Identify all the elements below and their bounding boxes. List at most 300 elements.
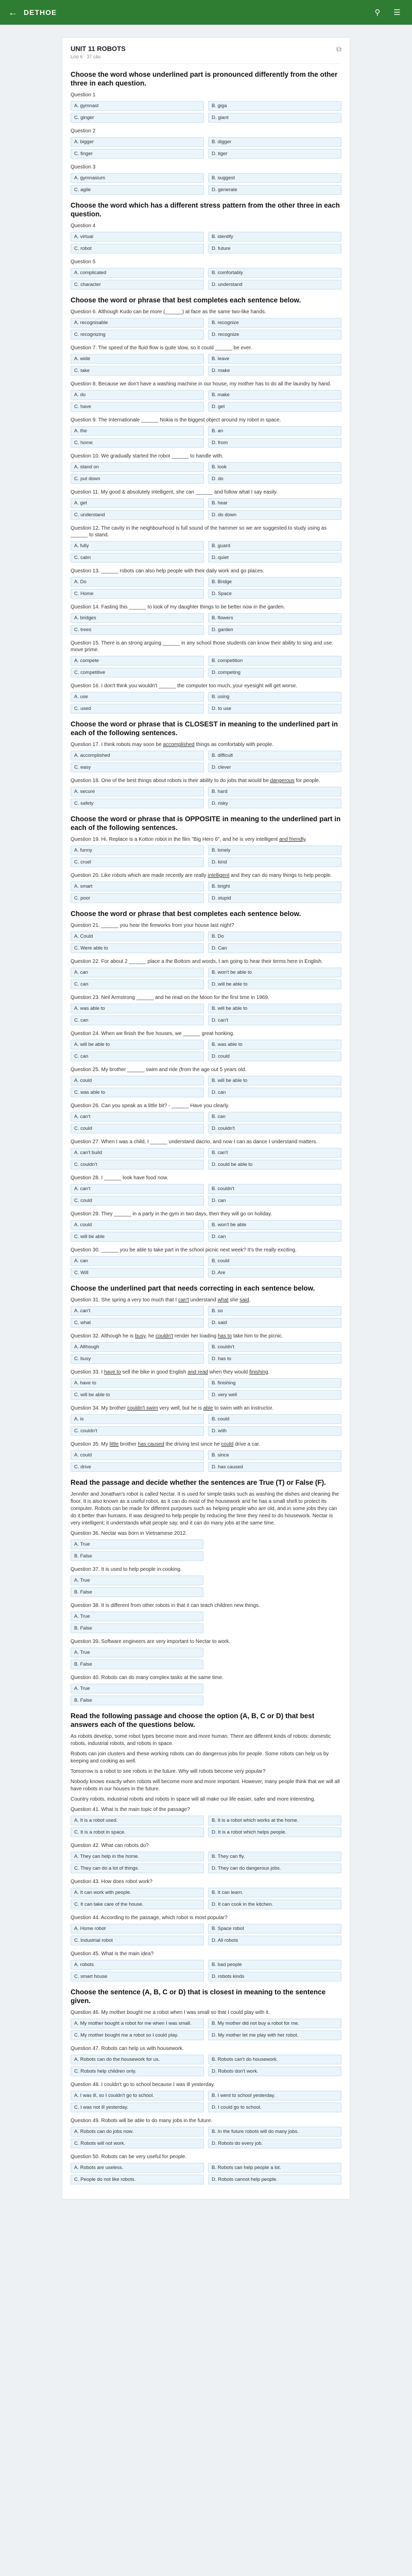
answer-option[interactable]: D. Can	[208, 943, 341, 953]
section-heading: Choose the word which has a different stress pattern from the other three in each question.	[71, 201, 340, 218]
answer-option[interactable]: B. could	[208, 1414, 341, 1424]
answer-option[interactable]: D. has caused	[208, 1462, 341, 1472]
question-label: Question 35. My little brother has caused the driving test since he could drive a car.	[71, 1442, 261, 1447]
question-label: Question 4	[71, 223, 96, 229]
question	[71, 223, 341, 253]
answer-options	[71, 845, 341, 867]
answer-option[interactable]: D. future	[208, 244, 341, 253]
share-icon[interactable]: ⧉	[336, 45, 341, 53]
answer-option[interactable]: A. use	[71, 692, 204, 702]
question	[71, 1405, 341, 1436]
answer-option[interactable]: C. used	[71, 704, 204, 714]
question-label: Question 32. Although he is busy, he couldn't render her loading has to take him to the picnic.	[71, 1333, 283, 1339]
answer-option[interactable]: C. Home	[71, 589, 204, 599]
answer-options	[71, 1184, 341, 1206]
question-label: Question 29. They ______ in a party in the gym in two days, then they will go on holiday.	[71, 1211, 272, 1217]
answer-option[interactable]: A. the	[71, 426, 204, 436]
answer-option[interactable]: C. cruel	[71, 857, 204, 867]
answer-option[interactable]: D. do down	[208, 510, 341, 520]
answer-option[interactable]: D. will be able to	[208, 979, 341, 989]
question-label: Question 5	[71, 259, 96, 265]
answer-option[interactable]: B. look	[208, 462, 341, 472]
answer-option[interactable]: D. robots kinds	[208, 1972, 341, 1981]
answer-option[interactable]: C. agile	[71, 185, 204, 195]
answer-option[interactable]: C. trees	[71, 625, 204, 635]
answer-option[interactable]: B. comfortably	[208, 268, 341, 278]
answer-options	[71, 1575, 203, 1597]
answer-option[interactable]: C. couldn't	[71, 1160, 204, 1170]
answer-option[interactable]: A. can	[71, 1256, 204, 1266]
answer-options	[71, 354, 341, 376]
section-heading: Choose the word whose underlined part is pronounced differently from the other three in each question.	[71, 71, 338, 87]
answer-option[interactable]: D. Space	[208, 589, 341, 599]
question	[71, 1297, 341, 1328]
answer-option[interactable]: D. with	[208, 1426, 341, 1436]
answer-options	[71, 101, 341, 123]
question	[71, 2154, 341, 2184]
answer-options	[71, 1539, 203, 1561]
question	[71, 1066, 341, 1097]
answer-option[interactable]: D. to use	[208, 704, 341, 714]
answer-option[interactable]: A. get	[71, 498, 204, 508]
answer-option[interactable]: A. My mother bought a robot for me when I was small.	[71, 2019, 204, 2028]
question-label: Question 39. Software engineers are very important to Nectar to work.	[71, 1639, 231, 1645]
answer-option[interactable]: C. put down	[71, 474, 204, 484]
answer-option[interactable]: D. generate	[208, 185, 341, 195]
answer-options	[71, 2163, 341, 2184]
answer-option[interactable]: C. understand	[71, 510, 204, 520]
answer-option[interactable]: B. False	[71, 1696, 203, 1705]
answer-option[interactable]: A. stand on	[71, 462, 204, 472]
answer-option[interactable]: B. In the future robots will do many jobs.	[208, 2127, 341, 2137]
answer-option[interactable]: D. can	[208, 1196, 341, 1206]
answer-options	[71, 1852, 341, 1873]
answer-option[interactable]: A. have to	[71, 1378, 204, 1388]
reading-passage: Country robots, industrial robots and robots in space will all make our life easier, safer and more interesting.	[71, 1797, 316, 1802]
answer-options	[71, 426, 341, 448]
answer-option[interactable]: D. can	[208, 1088, 341, 1097]
quiz-title-block	[71, 45, 126, 59]
answer-option[interactable]: C. easy	[71, 762, 204, 772]
answer-option[interactable]: D. couldn't	[208, 1124, 341, 1133]
answer-option[interactable]: A. gymnast	[71, 101, 204, 111]
answer-option[interactable]: D. very well	[208, 1390, 341, 1400]
answer-option[interactable]: B. make	[208, 390, 341, 400]
answer-option[interactable]: B. False	[71, 1659, 203, 1669]
question	[71, 1602, 341, 1633]
answer-option[interactable]: D. competing	[208, 668, 341, 677]
answer-options	[71, 882, 341, 903]
answer-option[interactable]: C. what	[71, 1318, 204, 1328]
answer-options	[71, 2091, 341, 2112]
answer-options	[71, 656, 341, 677]
answer-option[interactable]: A. Robots are useless.	[71, 2163, 204, 2173]
answer-option[interactable]: A. It is a robot used.	[71, 1816, 204, 1825]
answer-option[interactable]: B. difficult	[208, 751, 341, 760]
answer-option[interactable]: C. drive	[71, 1462, 204, 1472]
reading-passage: Jennifer and Jonathan's robot is called Nectar. It is used for simple tasks such as washing the dishes and cleaning the floor. It is also known as a useful robot, as it can do most of the housework and he has a small shell to protect its computer. Robots can be made for different purposes such as helping people who are old, and in some jobs they can do it better than humans. It was designed to help people by reducing the time they need to do housework. Nectar is very intelligent; it understands what people say, and it can do many jobs at the same time.	[71, 1492, 339, 1526]
answer-option[interactable]: C. Robots help children only.	[71, 2066, 204, 2076]
answer-option[interactable]: C. home	[71, 438, 204, 448]
answer-option[interactable]: B. hear	[208, 498, 341, 508]
menu-icon[interactable]: ☰	[393, 8, 401, 17]
answer-option[interactable]: B. lonely	[208, 845, 341, 855]
answer-option[interactable]: D. It can cook in the kitchen.	[208, 1900, 341, 1909]
answer-option[interactable]: D. make	[208, 366, 341, 376]
answer-option[interactable]: B. flowers	[208, 613, 341, 623]
answer-option[interactable]: B. can	[208, 1112, 341, 1122]
answer-options	[71, 931, 341, 953]
answer-option[interactable]: C. Robots will not work.	[71, 2139, 204, 2148]
answer-option[interactable]: D. recognize	[208, 330, 341, 340]
answer-option[interactable]: A. can't build	[71, 1148, 204, 1158]
answer-option[interactable]: B. competition	[208, 656, 341, 666]
answer-option[interactable]: D. My mother let me play with her robot.	[208, 2030, 341, 2040]
back-arrow-icon[interactable]: ←	[8, 7, 18, 18]
answer-option[interactable]: C. Were able to	[71, 943, 204, 953]
answer-option[interactable]: B. giga	[208, 101, 341, 111]
search-icon[interactable]: ⚲	[374, 8, 381, 17]
question	[71, 922, 341, 953]
answer-option[interactable]: B. finishing	[208, 1378, 341, 1388]
answer-option[interactable]: B. Robots can help people a lot.	[208, 2163, 341, 2173]
answer-option[interactable]: C. safety	[71, 799, 204, 808]
question	[71, 1914, 341, 1945]
section-heading: Choose the word or phrase that best completes each sentence below.	[71, 296, 301, 304]
answer-option[interactable]: A. It can work with people.	[71, 1888, 204, 1897]
answer-option[interactable]: B. won't be able to	[208, 968, 341, 977]
question-label: Question 34. My brother couldn't swim very well, but he is able to swim with an instructor.	[71, 1405, 273, 1411]
answer-option[interactable]: D. It is a robot which helps people.	[208, 1827, 341, 1837]
section-heading: Choose the word or phrase that best completes each sentence below.	[71, 910, 301, 918]
answer-option[interactable]: A. could	[71, 1220, 204, 1230]
answer-option[interactable]: B. couldn't	[208, 1184, 341, 1194]
answer-option[interactable]: B. will be able to	[208, 1004, 341, 1013]
answer-option[interactable]: D. has to	[208, 1354, 341, 1364]
answer-options	[71, 318, 341, 340]
answer-option[interactable]: C. take	[71, 366, 204, 376]
answer-option[interactable]: A. True	[71, 1539, 203, 1549]
answer-option[interactable]: D. quiet	[208, 553, 341, 563]
answer-option[interactable]: B. was able to	[208, 1040, 341, 1049]
answer-option[interactable]: B. bright	[208, 882, 341, 891]
answer-option[interactable]: B. identify	[208, 232, 341, 242]
answer-option[interactable]: C. can	[71, 1015, 204, 1025]
answer-option[interactable]: C. was able to	[71, 1088, 204, 1097]
answer-option[interactable]: A. Robots can do jobs now.	[71, 2127, 204, 2137]
answer-option[interactable]: C. My mother bought me a robot so I could play.	[71, 2030, 204, 2040]
answer-option[interactable]: A. was able to	[71, 1004, 204, 1013]
answer-option[interactable]: A. Could	[71, 931, 204, 941]
question	[71, 1806, 341, 1837]
question	[71, 1842, 341, 1873]
answer-options	[71, 1612, 203, 1633]
question	[71, 128, 341, 159]
answer-option[interactable]: C. poor	[71, 893, 204, 903]
answer-option[interactable]: D. understand	[208, 280, 341, 290]
answer-option[interactable]: A. fully	[71, 541, 204, 551]
question	[71, 525, 341, 563]
answer-option[interactable]: B. can't	[208, 1148, 341, 1158]
question-label: Question 33. I have to sell the bike in good English and read when they would finishing.	[71, 1369, 270, 1375]
answer-option[interactable]: A. accomplished	[71, 751, 204, 760]
answer-options	[71, 968, 341, 989]
answer-options	[71, 1648, 203, 1669]
answer-option[interactable]: B. They can fly.	[208, 1852, 341, 1861]
answer-option[interactable]: A. True	[71, 1648, 203, 1657]
answer-option[interactable]: D. giant	[208, 113, 341, 123]
answer-options	[71, 2127, 341, 2148]
question	[71, 1951, 341, 1981]
answer-option[interactable]: A. could	[71, 1450, 204, 1460]
answer-option[interactable]: D. kind	[208, 857, 341, 867]
answer-options	[71, 2019, 341, 2040]
answer-option[interactable]: B. recognize	[208, 318, 341, 328]
answer-option[interactable]: B. digger	[208, 137, 341, 147]
answer-option[interactable]: C. Will	[71, 1268, 204, 1278]
question-label: Question 16. I don't think you wouldn't ______ the computer too much, your eyesight will get worse.	[71, 683, 298, 689]
answer-options	[71, 462, 341, 484]
question-label: Question 36. Nectar was born in Vietnamese 2012.	[71, 1531, 187, 1536]
brand-logo[interactable]: DETHOE	[24, 8, 57, 16]
answer-options	[71, 751, 341, 772]
answer-option[interactable]: A. can't	[71, 1112, 204, 1122]
answer-option[interactable]: C. can	[71, 1052, 204, 1061]
answer-option[interactable]: C. character	[71, 280, 204, 290]
question-label: Question 28. I ______ look have food now.	[71, 1175, 168, 1181]
answer-option[interactable]: D. could be able to	[208, 1160, 341, 1170]
answer-option[interactable]: B. hard	[208, 787, 341, 796]
answer-options	[71, 1888, 341, 1909]
quiz-header	[71, 45, 341, 64]
answer-option[interactable]: B. Do	[208, 931, 341, 941]
answer-option[interactable]: B. It can learn.	[208, 1888, 341, 1897]
answer-option[interactable]: B. Bridge	[208, 577, 341, 587]
answer-option[interactable]: A. Robots can do the housework for us.	[71, 2055, 204, 2064]
answer-option[interactable]: A. bridges	[71, 613, 204, 623]
answer-option[interactable]: D. Robots do every job.	[208, 2139, 341, 2148]
answer-option[interactable]: C. can	[71, 979, 204, 989]
answer-option[interactable]: B. so	[208, 1306, 341, 1316]
answer-options	[71, 1924, 341, 1945]
answer-option[interactable]: C. smart house	[71, 1972, 204, 1981]
question	[71, 777, 341, 808]
answer-option[interactable]: A. wide	[71, 354, 204, 364]
question	[71, 381, 341, 412]
answer-option[interactable]: A. secure	[71, 787, 204, 796]
answer-option[interactable]: C. could	[71, 1124, 204, 1133]
question-label: Question 49. Robots will be able to do many jobs in the future.	[71, 2118, 213, 2124]
section-heading: Choose the sentence (A, B, C or D) that is closest in meaning to the sentence given.	[71, 1988, 326, 2005]
question	[71, 2045, 341, 2076]
answer-option[interactable]: D. I could go to school.	[208, 2103, 341, 2112]
answer-option[interactable]: B. False	[71, 1623, 203, 1633]
question-label: Question 30. ______ you be able to take part in the school picnic next week? It's the really exciting.	[71, 1247, 297, 1253]
answer-option[interactable]: A. robots	[71, 1960, 204, 1970]
answer-option[interactable]: C. finger	[71, 149, 204, 159]
answer-option[interactable]: A. Do	[71, 577, 204, 587]
answer-option[interactable]: B. False	[71, 1587, 203, 1597]
answer-option[interactable]: B. will be able to	[208, 1076, 341, 1086]
answer-option[interactable]: A. can	[71, 968, 204, 977]
answer-option[interactable]: D. tiger	[208, 149, 341, 159]
answer-options	[71, 613, 341, 635]
question-label: Question 8. Because we don't have a washing machine in our house, my mother has to do all the laundry by hand.	[71, 381, 332, 387]
answer-option[interactable]: D. stupid	[208, 893, 341, 903]
answer-option[interactable]: C. could	[71, 1196, 204, 1206]
question-label: Question 3	[71, 164, 96, 170]
answer-option[interactable]: D. Robots don't work.	[208, 2066, 341, 2076]
answer-option[interactable]: B. My mother did not buy a robot for me.	[208, 2019, 341, 2028]
question	[71, 1441, 341, 1472]
answer-option[interactable]: C. ginger	[71, 113, 204, 123]
reading-passage: Robots can join clusters and these working robots can do dangerous jobs for people. Some robots can help us by keeping and cooking as well.	[71, 1751, 329, 1764]
answer-option[interactable]: A. is	[71, 1414, 204, 1424]
question-label: Question 43. How does robot work?	[71, 1879, 152, 1885]
answer-option[interactable]: C. will be able to	[71, 1390, 204, 1400]
answer-option[interactable]: A. compete	[71, 656, 204, 666]
answer-option[interactable]: D. garden	[208, 625, 341, 635]
answer-option[interactable]: A. can't	[71, 1306, 204, 1316]
answer-option[interactable]: A. do	[71, 390, 204, 400]
answer-option[interactable]: C. calm	[71, 553, 204, 563]
answer-option[interactable]: D. Are	[208, 1268, 341, 1278]
answer-option[interactable]: B. leave	[208, 354, 341, 364]
question-label: Question 47. Robots can help us with housework.	[71, 2046, 184, 2052]
section-heading: Read the following passage and choose the option (A, B, C or D) that best answers each of the questions below.	[71, 1712, 315, 1728]
question-label: Question 38. It is different from other robots in that it can teach children new things.	[71, 1603, 260, 1608]
question	[71, 92, 341, 123]
answer-option[interactable]: B. Space robot	[208, 1924, 341, 1934]
question	[71, 1638, 341, 1669]
answer-option[interactable]: C. Industrial robot	[71, 1936, 204, 1945]
answer-option[interactable]: A. True	[71, 1612, 203, 1621]
answer-option[interactable]: A. smart	[71, 882, 204, 891]
section-heading: Read the passage and decide whether the sentences are True (T) or False (F).	[71, 1479, 326, 1486]
answer-options	[71, 1450, 341, 1472]
answer-option[interactable]: D. They can do dangerous jobs.	[208, 1863, 341, 1873]
question-label: Question 25. My brother ______ swim and ride (from the age out 5 years old.	[71, 1067, 247, 1073]
answer-option[interactable]: C. will be able	[71, 1232, 204, 1242]
answer-option[interactable]: C. It can take care of the house.	[71, 1900, 204, 1909]
answer-option[interactable]: B. an	[208, 426, 341, 436]
answer-option[interactable]: A. funny	[71, 845, 204, 855]
answer-option[interactable]: B. using	[208, 692, 341, 702]
answer-option[interactable]: C. They can do a lot of things.	[71, 1863, 204, 1873]
answer-option[interactable]: C. People do not like robots.	[71, 2175, 204, 2184]
question	[71, 1030, 341, 1061]
answer-option[interactable]: B. suggest	[208, 173, 341, 183]
answer-option[interactable]: D. from	[208, 438, 341, 448]
answer-option[interactable]: B. couldn't	[208, 1342, 341, 1352]
answer-option[interactable]: A. True	[71, 1684, 203, 1693]
answer-option[interactable]: A. Home robot	[71, 1924, 204, 1934]
question	[71, 683, 341, 714]
question-label: Question 18. One of the best things about robots is their ability to do jobs that would be dangerous for people.	[71, 778, 320, 784]
answer-option[interactable]: B. I went to school yesterday.	[208, 2091, 341, 2100]
question-label: Question 20. Like robots which are made recently are really intelligent and they can do many things to help people.	[71, 873, 332, 878]
answer-option[interactable]: C. I was not ill yesterday.	[71, 2103, 204, 2112]
answer-option[interactable]: C. have	[71, 402, 204, 412]
question	[71, 309, 341, 340]
question-label: Question 24. When we finish the five houses, we ______ great honking.	[71, 1031, 234, 1037]
answer-option[interactable]: D. said	[208, 1318, 341, 1328]
answer-options	[71, 1256, 341, 1278]
answer-option[interactable]: A. They can help in the home.	[71, 1852, 204, 1861]
answer-option[interactable]: A. could	[71, 1076, 204, 1086]
answer-options	[71, 498, 341, 520]
answer-option[interactable]: B. False	[71, 1551, 203, 1561]
question-label: Question 42. What can robots do?	[71, 1843, 149, 1849]
answer-option[interactable]: A. True	[71, 1575, 203, 1585]
answer-option[interactable]: D. do	[208, 474, 341, 484]
answer-option[interactable]: B. It is a robot which works at the home.	[208, 1816, 341, 1825]
answer-option[interactable]: A. virtual	[71, 232, 204, 242]
question	[71, 994, 341, 1025]
answer-option[interactable]: A. Although	[71, 1342, 204, 1352]
answer-option[interactable]: A. I was ill, so I couldn't go to school.	[71, 2091, 204, 2100]
answer-option[interactable]: D. risky	[208, 799, 341, 808]
answer-options	[71, 1684, 203, 1705]
section-heading: Choose the underlined part that needs correcting in each sentence below.	[71, 1284, 315, 1292]
answer-option[interactable]: D. Robots cannot help people.	[208, 2175, 341, 2184]
question-label: Question 13. ______ robots can also help people with their daily work and go places.	[71, 568, 264, 574]
answer-options	[71, 268, 341, 290]
answer-options	[71, 787, 341, 808]
answer-option[interactable]: B. could	[208, 1256, 341, 1266]
answer-option[interactable]: B. won't be able	[208, 1220, 341, 1230]
answer-option[interactable]: A. recognisable	[71, 318, 204, 328]
question	[71, 604, 341, 635]
answer-option[interactable]: D. clever	[208, 762, 341, 772]
answer-option[interactable]: C. competitive	[71, 668, 204, 677]
question	[71, 1674, 341, 1705]
answer-option[interactable]: D. All robots	[208, 1936, 341, 1945]
answer-option[interactable]: B. Robots can't do housework.	[208, 2055, 341, 2064]
answer-options	[71, 1816, 341, 1837]
answer-option[interactable]: C. robot	[71, 244, 204, 253]
section-heading: Choose the word or phrase that is OPPOSITE in meaning to the underlined part in each of the following sentences.	[71, 815, 341, 832]
answer-option[interactable]: A. complicated	[71, 268, 204, 278]
answer-option[interactable]: D. get	[208, 402, 341, 412]
answer-option[interactable]: D. can	[208, 1232, 341, 1242]
answer-option[interactable]: B. bad people	[208, 1960, 341, 1970]
answer-option[interactable]: C. busy	[71, 1354, 204, 1364]
question	[71, 1878, 341, 1909]
question	[71, 2081, 341, 2112]
answer-option[interactable]: D. can't	[208, 1015, 341, 1025]
quiz-subtitle: Lớp 6 · 37 câu	[71, 54, 101, 59]
question	[71, 1530, 341, 1561]
question	[71, 1247, 341, 1278]
answer-option[interactable]: C. It is a robot in space.	[71, 1827, 204, 1837]
question-label: Question 27. When I was a child, I ______ understand dacrio, and now I can as dance I understand matters.	[71, 1139, 318, 1145]
answer-option[interactable]: A. can't	[71, 1184, 204, 1194]
answer-option[interactable]: A. will be able to	[71, 1040, 204, 1049]
answer-option[interactable]: B. since	[208, 1450, 341, 1460]
answer-option[interactable]: A. bigger	[71, 137, 204, 147]
question-label: Question 50. Robots can be very useful for people.	[71, 2154, 187, 2160]
question-label: Question 26. Can you speak as a little bit? - ______ Have you clearly.	[71, 1103, 230, 1109]
answer-option[interactable]: C. recognizing	[71, 330, 204, 340]
answer-option[interactable]: C. couldn't	[71, 1426, 204, 1436]
question	[71, 1333, 341, 1364]
answer-option[interactable]: D. could	[208, 1052, 341, 1061]
answer-option[interactable]: A. gymnasium	[71, 173, 204, 183]
question	[71, 1566, 341, 1597]
answer-options	[71, 1076, 341, 1097]
answer-option[interactable]: B. guard	[208, 541, 341, 551]
